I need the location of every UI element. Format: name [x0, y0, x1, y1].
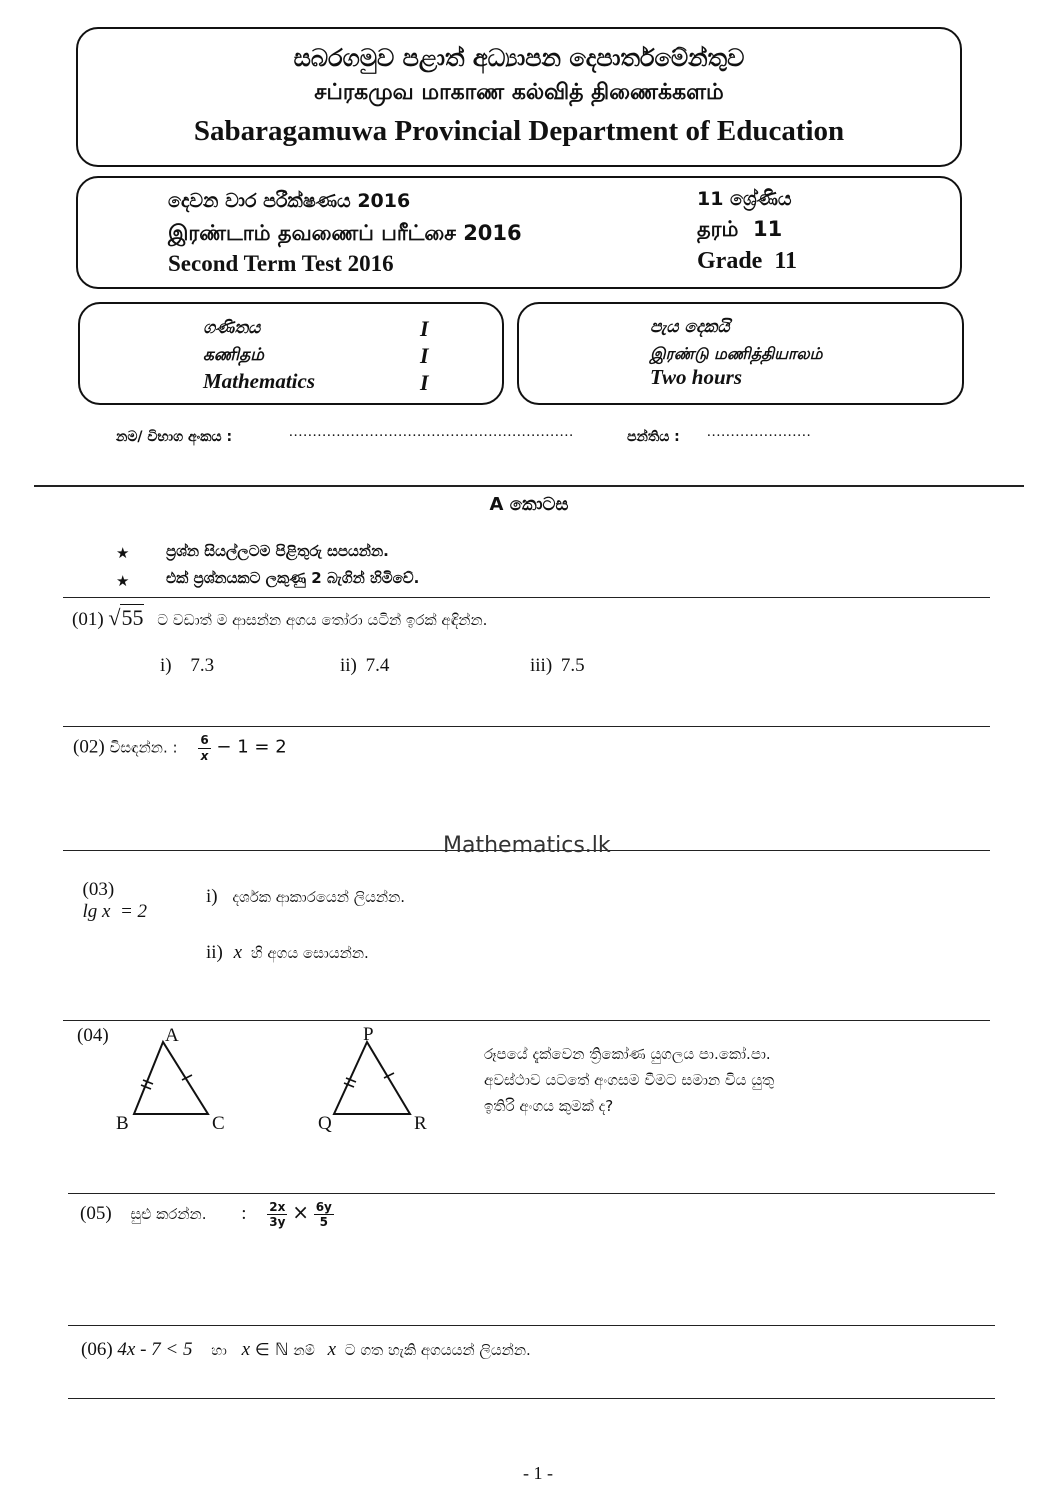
sinhala-subject: ගණිතය — [203, 318, 261, 338]
vertex-c: C — [212, 1113, 225, 1134]
condition-text: නම් — [293, 1343, 315, 1359]
english-dept-title: Sabaragamuwa Provincial Department of Education — [193, 115, 845, 147]
q1-option-iii[interactable] — [530, 655, 585, 677]
denominator: x — [200, 748, 209, 763]
tamil-dept-title: சப்ரகமுவ மாகாண கல்வித் திணைக்களம் — [314, 80, 724, 105]
vertex-p: P — [363, 1024, 374, 1045]
triangle-pqr — [334, 1042, 410, 1114]
option-value: 7.4 — [365, 655, 390, 676]
variable: x — [241, 1339, 251, 1360]
radicand: 55 — [121, 605, 144, 630]
question-number: (06) — [81, 1339, 113, 1360]
class-label: පන්තිය : — [627, 429, 680, 445]
star-icon: ★ — [116, 574, 130, 590]
sinhala-time: පැය දෙකයි — [650, 317, 730, 337]
divider-top — [34, 485, 1024, 487]
name-index-field[interactable]: ............................................................ — [289, 424, 574, 440]
fraction-1 — [267, 1201, 287, 1229]
divider — [68, 1398, 995, 1399]
question-number: (03) — [82, 879, 115, 900]
numerator: 2x — [269, 1199, 286, 1214]
page-number: - 1 - — [523, 1463, 553, 1483]
question-2 — [73, 734, 287, 762]
english-test-name: Second Term Test 2016 — [168, 251, 394, 276]
colon: : — [241, 1203, 247, 1224]
english-grade: Grade 11 — [697, 248, 797, 274]
question-text: විසඳන්න. : — [109, 738, 178, 757]
variable: x — [327, 1339, 337, 1360]
tick-marks-pq — [344, 1078, 356, 1087]
q4-text-line-3: ඉතිරි අංගය කුමක් ද? — [484, 1097, 614, 1115]
times-sign: × — [292, 1200, 309, 1224]
paper-number-1: I — [420, 316, 429, 341]
inequality: 4x - 7 < 5 — [117, 1339, 193, 1360]
watermark: Mathematics.lk — [443, 833, 611, 858]
log-expression: lg x = 2 — [82, 901, 148, 922]
question-5 — [80, 1200, 334, 1229]
section-title: A කොටස — [489, 494, 569, 515]
question-number: (01) — [72, 609, 104, 630]
divider — [63, 726, 990, 727]
option-value: 7.5 — [560, 655, 585, 676]
paper-number-3: I — [420, 370, 429, 395]
fraction-2 — [314, 1201, 334, 1229]
q3-part-ii — [206, 942, 369, 964]
part-text: හි අගය සොයන්න. — [250, 944, 369, 962]
question-number: (02) — [73, 736, 105, 758]
english-time: Two hours — [650, 365, 743, 389]
q1-option-i[interactable] — [160, 655, 214, 677]
denominator: 5 — [319, 1215, 328, 1230]
sinhala-test-name: දෙවන වාර පරීක්ෂණය 2016 — [168, 190, 411, 212]
vertex-q: Q — [318, 1113, 332, 1134]
part-label: ii) — [206, 942, 223, 963]
fraction — [198, 734, 210, 762]
tamil-test-name: இரண்டாம் தவணைப் பரீட்சை 2016 — [168, 221, 522, 245]
triangle-abc — [134, 1042, 208, 1114]
vertex-r: R — [414, 1113, 427, 1134]
variable: x — [233, 942, 243, 963]
denominator: 3y — [269, 1215, 286, 1230]
numerator: 6y — [315, 1199, 332, 1214]
question-number: (05) — [80, 1203, 112, 1224]
q4-text-line-2: අවස්ථාව යටතේ අංගසම වීමට සමාන විය යුතු — [484, 1071, 775, 1089]
q1-option-ii[interactable] — [340, 655, 389, 677]
part-text: දර්ශක ආකාරයෙන් ලියන්න. — [232, 888, 406, 906]
membership: ∈ ℕ — [254, 1340, 289, 1360]
divider — [68, 1325, 995, 1326]
numerator: 6 — [200, 733, 209, 747]
tick-marks-ab — [141, 1080, 153, 1089]
q3-part-i — [206, 886, 405, 908]
option-value: 7.3 — [190, 655, 215, 676]
sinhala-grade: 11 ශ්‍රේණිය — [697, 188, 792, 210]
question-1 — [72, 605, 487, 631]
option-label: ii) — [340, 655, 357, 676]
question-3 — [73, 857, 147, 923]
tamil-time: இரண்டு மணித்தியாலம் — [650, 344, 823, 363]
equation-rest: − 1 = 2 — [210, 736, 287, 758]
question-text: ට වඩාත් ම ආසන්න අගය තෝරා යටින් ඉරක් අඳින්න. — [157, 611, 488, 629]
sqrt-expression: √55 — [108, 605, 144, 630]
question-6 — [81, 1339, 531, 1361]
star-icon: ★ — [116, 546, 130, 562]
sinhala-dept-title: සබරගමුව පළාත් අධ්‍යාපන දෙපාර්තමේන්තුව — [293, 44, 745, 72]
vertex-a: A — [165, 1025, 179, 1046]
question-text: සුළු කරන්න. — [130, 1205, 207, 1223]
instruction-1: ප්‍රශ්න සියල්ලටම පිළිතුරු සපයන්න. — [166, 542, 389, 560]
question-number: (04) — [77, 1025, 109, 1046]
tamil-grade: தரம் 11 — [697, 217, 783, 241]
tamil-subject: கணிதம் — [203, 345, 264, 365]
question-text: ට ගත හැකි අගයයන් ලියන්න. — [344, 1341, 531, 1359]
english-subject: Mathematics — [203, 369, 316, 393]
q4-text-line-1: රූපයේ දැක්වෙන ත්‍රිකෝණ යුගලය පා.කෝ.පා. — [484, 1045, 771, 1063]
divider — [63, 597, 990, 598]
option-label: iii) — [530, 655, 553, 676]
name-index-label: නම/ විභාග අංකය : — [116, 429, 233, 445]
part-label: i) — [206, 886, 218, 907]
paper-number-2: I — [420, 343, 429, 368]
class-field[interactable]: ...................... — [707, 424, 812, 440]
vertex-b: B — [116, 1113, 129, 1134]
connector-text: හා — [211, 1343, 227, 1359]
instruction-2: එක් ප්‍රශ්නයකට ලකුණු 2 බැගින් හිමිවේ. — [166, 569, 420, 587]
divider — [68, 1193, 995, 1194]
option-label: i) — [160, 655, 172, 676]
